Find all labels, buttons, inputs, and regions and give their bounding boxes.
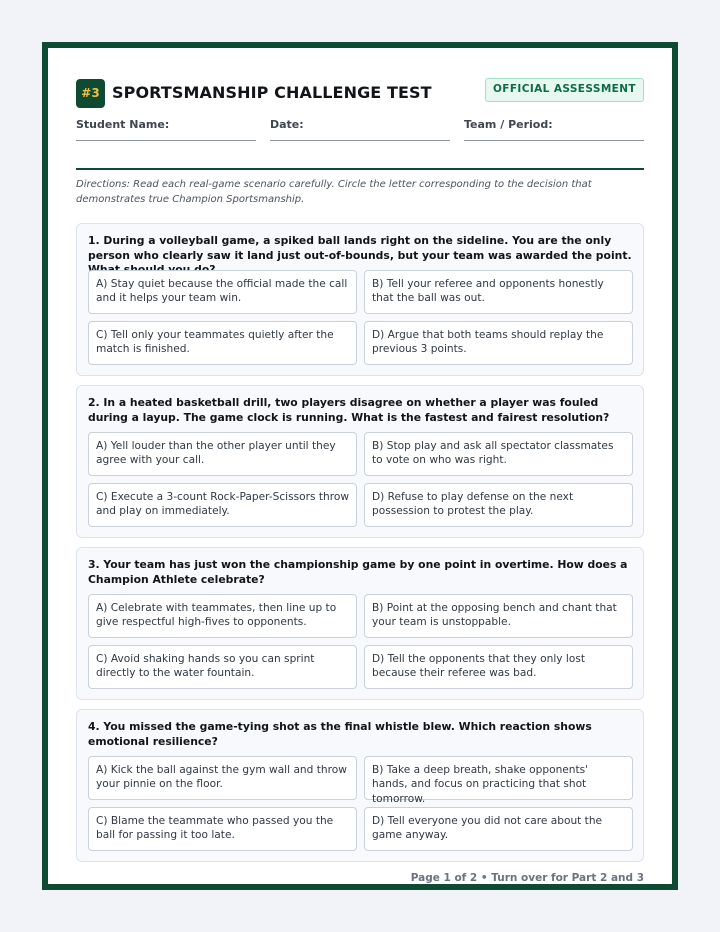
question-card-4 (76, 709, 644, 862)
official-assessment-badge: OFFICIAL ASSESSMENT (485, 78, 644, 102)
team-period-field[interactable]: Team / Period: (464, 118, 644, 141)
answer-option-d[interactable]: D) Tell the opponents that they only lost because their referee was bad. (364, 645, 633, 689)
answer-option-d[interactable]: D) Refuse to play defense on the next possession to protest the play. (364, 483, 633, 527)
answer-option-a[interactable]: A) Yell louder than the other player until they agree with your call. (88, 432, 357, 476)
answer-option-d[interactable]: D) Argue that both teams should replay the previous 3 points. (364, 321, 633, 365)
answer-option-c[interactable]: C) Avoid shaking hands so you can sprint directly to the water fountain. (88, 645, 357, 689)
answer-option-a[interactable]: A) Stay quiet because the official made the call and it helps your team win. (88, 270, 357, 314)
answer-option-c[interactable]: C) Execute a 3-count Rock-Paper-Scissors throw and play on immediately. (88, 483, 357, 527)
answer-option-a[interactable]: A) Kick the ball against the gym wall and throw your pinnie on the floor. (88, 756, 357, 800)
worksheet-page (42, 42, 678, 890)
answer-option-c[interactable]: C) Blame the teammate who passed you the ball for passing it too late. (88, 807, 357, 851)
student-name-field[interactable]: Student Name: (76, 118, 256, 141)
answer-option-a[interactable]: A) Celebrate with teammates, then line up to give respectful high-fives to opponents. (88, 594, 357, 638)
answer-option-c[interactable]: C) Tell only your teammates quietly after the match is finished. (88, 321, 357, 365)
answer-option-d[interactable]: D) Tell everyone you did not care about the game anyway. (364, 807, 633, 851)
header (76, 76, 644, 110)
student-info-fields (76, 114, 644, 170)
directions-text: Directions: Read each real-game scenario carefully. Circle the letter corresponding to the decision that demonstrates true Champion Sportsmanship. (76, 179, 592, 205)
page-footer: Page 1 of 2 • Turn over for Part 2 and 3 (410, 872, 644, 884)
page-title: SPORTSMANSHIP CHALLENGE TEST (112, 83, 432, 102)
question-text: 3. Your team has just won the championship game by one point in overtime. How does a Champion Athlete celebrate? (88, 558, 628, 586)
test-number-badge: #3 (76, 79, 105, 108)
question-card-2 (76, 385, 644, 538)
answer-option-b[interactable]: B) Stop play and ask all spectator classmates to vote on who was right. (364, 432, 633, 476)
question-text: 1. During a volleyball game, a spiked ball lands right on the sideline. You are the only person who clearly saw it land just out-of-bounds, but your team was awarded the point. (88, 234, 632, 262)
answer-option-b[interactable]: B) Tell your referee and opponents honestly that the ball was out. (364, 270, 633, 314)
question-card-3 (76, 547, 644, 700)
question-text: 2. In a heated basketball drill, two players disagree on whether a player was fouled during a layup. The game clock is running. What is the fastest and fairest resolution? (88, 396, 610, 424)
date-field[interactable]: Date: (270, 118, 450, 141)
worksheet-content (76, 76, 644, 884)
question-text: 4. You missed the game-tying shot as the final whistle blew. Which reaction shows emotional resilience? (88, 720, 592, 748)
answer-option-b[interactable]: B) Point at the opposing bench and chant that your team is unstoppable. (364, 594, 633, 638)
answer-option-b[interactable]: B) Take a deep breath, shake opponents' hands, and focus on practicing that shot tomorrow. (364, 756, 633, 800)
question-card-1 (76, 223, 644, 376)
